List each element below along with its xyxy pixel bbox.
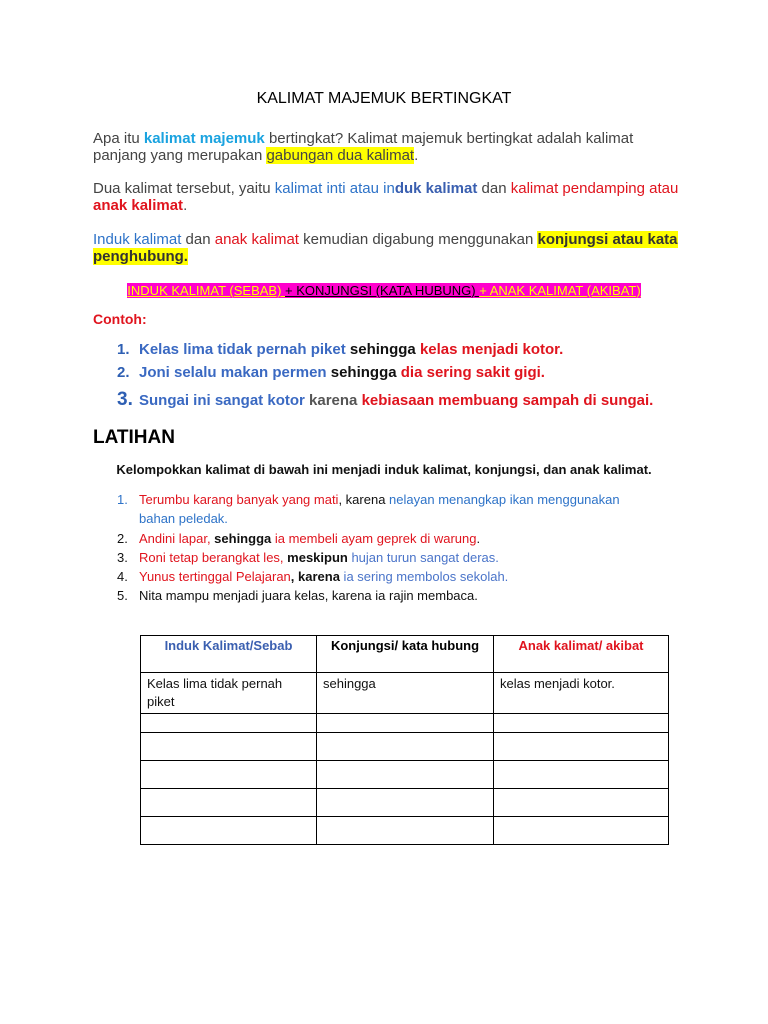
term-subordinate: anak kalimat [214,231,299,248]
section-heading: LATIHAN [93,427,175,448]
exercise-conjunction: , karena [290,569,340,584]
highlighted-phrase: gabungan dua kalimat [266,147,415,164]
term-main-clause: Induk kalimat [93,231,182,248]
table-cell[interactable] [141,761,317,789]
formula-conjunction: + KONJUNGSI (KATA HUBUNG) [285,283,480,298]
text: Dua kalimat tersebut, yaitu [93,180,275,197]
text: dan [477,180,511,197]
exercise-item [117,586,677,605]
example-conjunction: sehingga [326,364,401,381]
term-main-clause: kalimat inti atau in [274,180,395,197]
example-subordinate: kebiasaan membuang sampah di sungai. [361,392,654,409]
table-row [141,761,669,789]
highlighted-conjunction: konjungsi atau kata penghubung. [93,231,678,265]
table-cell[interactable] [494,733,669,761]
table-cell[interactable] [494,789,669,817]
page-title: KALIMAT MAJEMUK BERTINGKAT [256,90,512,107]
text: Apa itu [93,130,144,147]
list-number: 1. [117,492,128,507]
table-cell[interactable]: kelas menjadi kotor. [494,673,669,714]
table-cell[interactable]: sehingga [317,673,494,714]
table-cell[interactable] [141,733,317,761]
example-item [117,389,653,411]
exercise-conjunction: sehingga [210,531,272,546]
term-main-clause-bold: duk kalimat [394,180,478,197]
table-cell[interactable] [494,714,669,733]
list-number: 4. [117,569,128,584]
exercise-conjunction: meskipun [283,550,348,565]
example-subordinate: dia sering sakit gigi. [400,364,545,381]
exercise-table [140,635,669,845]
table-header-subordinate: Anak kalimat/ akibat [494,636,669,673]
text: kemudian digabung menggunakan [298,231,538,248]
exercise-subordinate: bahan peledak. [139,511,228,526]
text: bertingkat? Kalimat majemuk bertingkat adalah kalimat panjang yang merupakan [93,130,634,164]
example-main-clause: Sungai ini sangat kotor [139,392,305,409]
example-conjunction: karena [304,392,362,409]
text: . [414,147,419,164]
example-item [117,341,563,358]
exercise-main-clause: Yunus tertinggal Pelajaran [139,569,291,584]
table-row [141,789,669,817]
table-cell[interactable] [317,733,494,761]
table-cell[interactable] [141,789,317,817]
list-number: 3. [117,550,128,565]
exercise-item [117,490,677,528]
example-item [117,364,545,381]
table-cell[interactable] [317,761,494,789]
table-row [141,817,669,845]
list-number: 1. [117,341,130,358]
paragraph-two-clauses [93,180,683,214]
highlight-term: kalimat majemuk [143,130,265,147]
exercise-subordinate: ia sering membolos sekolah. [339,569,509,584]
list-number: 3. [117,389,133,410]
example-conjunction: sehingga [345,341,420,358]
exercise-sentence: Nita mampu menjadi juara kelas, karena ia rajin membaca. [139,588,478,603]
example-subordinate: kelas menjadi kotor. [419,341,564,358]
table-header-conjunction: Konjungsi/ kata hubung [317,636,494,673]
formula-subordinate: + ANAK KALIMAT (AKIBAT) [479,283,641,298]
table-cell[interactable] [141,817,317,845]
table-row [141,673,669,714]
formula-main-clause: INDUK KALIMAT (SEBAB) [127,283,286,298]
text: . [476,531,481,546]
table-header-main-clause: Induk Kalimat/Sebab [141,636,317,673]
exercise-subordinate: ia membeli ayam geprek di warung [271,531,477,546]
formula-line [0,282,768,299]
exercise-main-clause: Andini lapar, [139,531,211,546]
exercise-item [117,548,677,567]
table-cell[interactable] [317,789,494,817]
text: . [183,197,188,214]
text: dan [181,231,215,248]
examples-label: Contoh: [93,311,147,327]
paragraph-definition [93,130,683,164]
table-row [141,733,669,761]
list-number: 2. [117,531,128,546]
term-subordinate: kalimat pendamping atau [510,180,679,197]
exercise-subordinate: nelayan menangkap ikan menggunakan [389,492,620,507]
table-cell[interactable]: Kelas lima tidak pernah piket [141,673,317,714]
exercise-subordinate: hujan turun sangat deras. [347,550,499,565]
exercise-item [117,529,677,548]
exercise-main-clause: Roni tetap berangkat les, [139,550,284,565]
instruction-text: Kelompokkan kalimat di bawah ini menjadi induk kalimat, konjungsi, dan anak kalimat. [116,462,652,477]
list-number: 2. [117,364,130,381]
table-cell[interactable] [317,714,494,733]
table-cell[interactable] [494,761,669,789]
list-number: 5. [117,588,128,603]
exercise-item [117,567,677,586]
paragraph-conjunction [93,231,683,265]
exercise-main-clause: Terumbu karang banyak yang mati [139,492,339,507]
exercise-conjunction: , karena [338,492,390,507]
table-row [141,714,669,733]
table-header-row [141,636,669,673]
term-subordinate-bold: anak kalimat [93,197,184,214]
table-cell[interactable] [494,817,669,845]
table-cell[interactable] [141,714,317,733]
table-cell[interactable] [317,817,494,845]
example-main-clause: Joni selalu makan permen [139,364,327,381]
example-main-clause: Kelas lima tidak pernah piket [139,341,346,358]
